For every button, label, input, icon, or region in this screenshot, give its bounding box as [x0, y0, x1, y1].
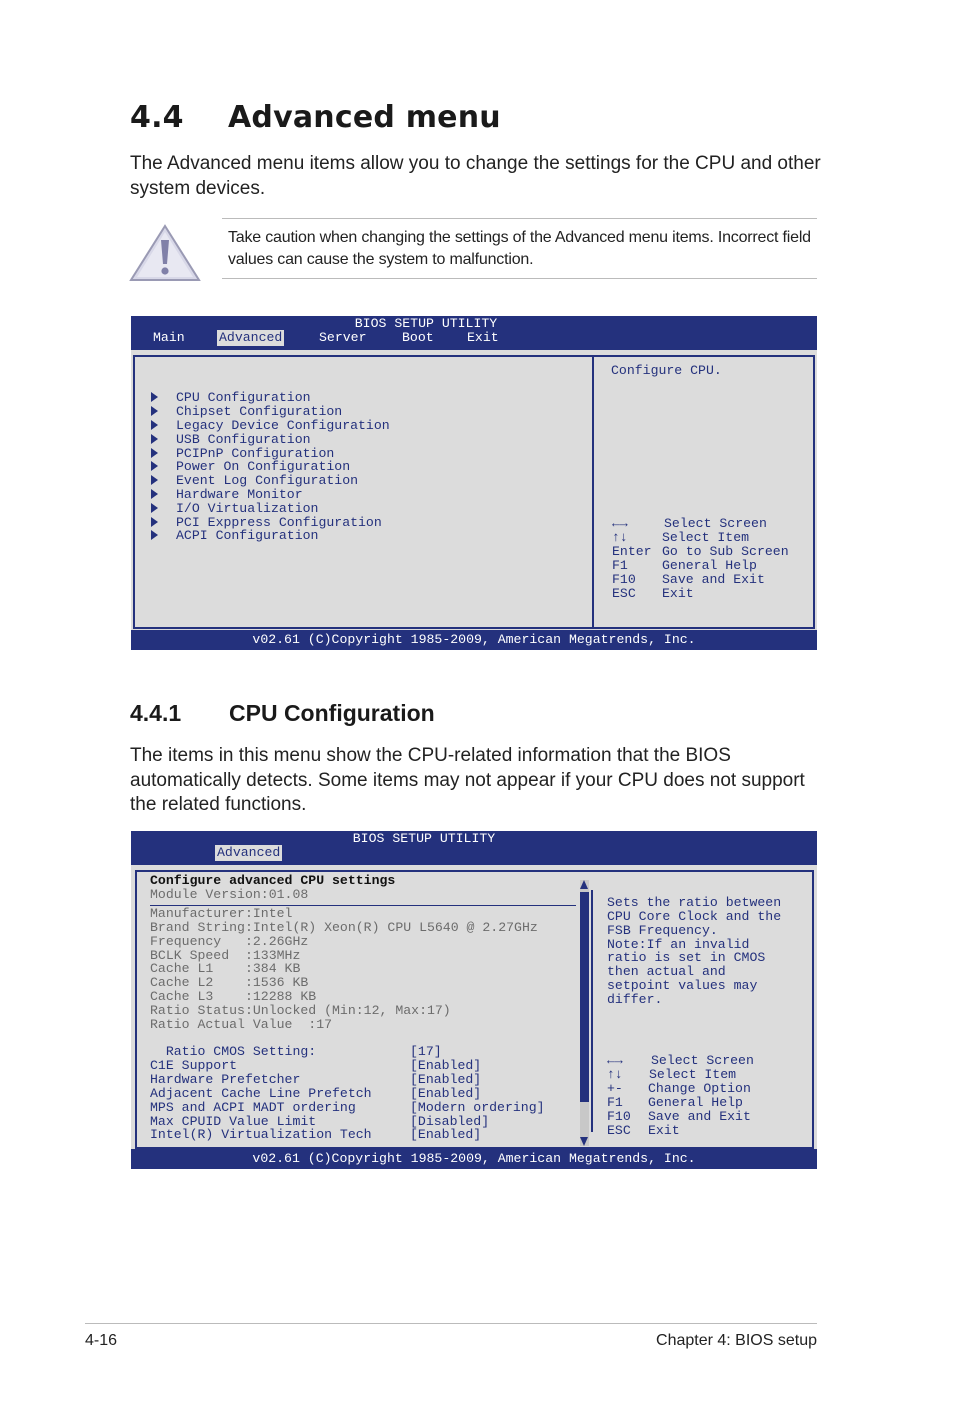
key-change-option-key: +-	[607, 1081, 623, 1096]
info-brand-string: Brand String:Intel(R) Xeon(R) CPU L5640 @ 2.27GHz	[150, 920, 538, 935]
submenu-arrow-icon	[151, 503, 158, 513]
key-enter-desc: Go to Sub Screen	[662, 544, 789, 559]
info-manufacturer: Manufacturer:Intel	[150, 906, 293, 921]
key-select-screen-key: ←→	[612, 516, 628, 531]
key-esc-desc: Exit	[662, 586, 694, 601]
bios-menu-panel	[133, 355, 594, 629]
scroll-up-icon[interactable]	[580, 880, 588, 889]
bios-help-panel	[592, 355, 815, 629]
setting-hw-prefetcher-value[interactable]: [Enabled]	[410, 1072, 482, 1087]
caution-text: Take caution when changing the settings of the Advanced menu items. Incorrect field values can cause the system to malfunction.	[228, 229, 811, 268]
menu-item-cpu-configuration[interactable]: CPU Configuration	[176, 390, 311, 405]
tab-advanced[interactable]: Advanced	[219, 330, 283, 345]
key-select-item-key: ↑↓	[607, 1067, 623, 1082]
setting-mps-acpi-label[interactable]: MPS and ACPI MADT ordering	[150, 1100, 356, 1115]
setting-max-cpuid-value[interactable]: [Disabled]	[410, 1114, 490, 1129]
key-select-item-desc: Select Item	[662, 530, 750, 545]
tab-server[interactable]: Server	[319, 330, 367, 345]
setting-max-cpuid-label[interactable]: Max CPUID Value Limit	[150, 1114, 317, 1129]
subsection-paragraph: The items in this menu show the CPU-related information that the BIOS automatically detects. Some items may not appear if your CPU does not support the related functions.	[130, 745, 805, 815]
key-f10-desc: Save and Exit	[648, 1109, 751, 1124]
submenu-arrow-icon	[151, 461, 158, 471]
menu-item-event-log-configuration[interactable]: Event Log Configuration	[176, 473, 359, 488]
setting-ratio-cmos-value[interactable]: [17]	[410, 1044, 442, 1059]
scroll-thumb[interactable]	[580, 892, 589, 1102]
chapter-label: Chapter 4: BIOS setup	[656, 1332, 817, 1349]
bios-footer: v02.61 (C)Copyright 1985-2009, American Megatrends, Inc.	[131, 1149, 817, 1169]
tab-exit[interactable]: Exit	[467, 330, 499, 345]
key-select-screen-desc: Select Screen	[651, 1053, 754, 1068]
subsection-number: 4.4.1	[130, 700, 182, 726]
key-esc-key: ESC	[607, 1123, 631, 1138]
setting-virtualization-label[interactable]: Intel(R) Virtualization Tech	[150, 1127, 372, 1142]
setting-hw-prefetcher-label[interactable]: Hardware Prefetcher	[150, 1072, 301, 1087]
key-select-screen-desc: Select Screen	[664, 516, 767, 531]
menu-item-power-on-configuration[interactable]: Power On Configuration	[176, 459, 351, 474]
bios-screen-advanced	[131, 316, 817, 650]
help-line: FSB Frequency.	[607, 923, 718, 938]
key-f10-key: F10	[607, 1109, 631, 1124]
key-f10-desc: Save and Exit	[662, 572, 765, 587]
bios-help-panel	[589, 870, 814, 1149]
key-f1-desc: General Help	[662, 558, 757, 573]
info-bclk-speed: BCLK Speed :133MHz	[150, 948, 301, 963]
menu-item-usb-configuration[interactable]: USB Configuration	[176, 432, 311, 447]
help-line: Sets the ratio between	[607, 895, 782, 910]
subsection-title: CPU Configuration	[229, 700, 435, 726]
menu-item-pci-express-configuration[interactable]: PCI Exppress Configuration	[176, 515, 382, 530]
info-frequency: Frequency :2.26GHz	[150, 934, 309, 949]
submenu-arrow-icon	[151, 475, 158, 485]
submenu-arrow-icon	[151, 406, 158, 416]
section-number: 4.4	[130, 100, 184, 135]
submenu-arrow-icon	[151, 448, 158, 458]
key-change-option-desc: Change Option	[648, 1081, 751, 1096]
setting-adjacent-cache-value[interactable]: [Enabled]	[410, 1086, 482, 1101]
help-line: then actual and	[607, 964, 726, 979]
info-cache-l1: Cache L1 :384 KB	[150, 961, 301, 976]
key-f10-key: F10	[612, 572, 636, 587]
module-version: Module Version:01.08	[150, 887, 309, 902]
info-ratio-status: Ratio Status:Unlocked (Min:12, Max:17)	[150, 1003, 451, 1018]
caution-bottom-rule	[222, 278, 817, 279]
submenu-arrow-icon	[151, 420, 158, 430]
page-number: 4-16	[85, 1332, 118, 1349]
bios-footer: v02.61 (C)Copyright 1985-2009, American Megatrends, Inc.	[131, 630, 817, 650]
key-select-item-desc: Select Item	[649, 1067, 737, 1082]
tab-main[interactable]: Main	[153, 330, 185, 345]
key-esc-desc: Exit	[648, 1123, 680, 1138]
help-line: differ.	[607, 992, 663, 1007]
subsection-heading	[130, 700, 435, 727]
key-f1-key: F1	[607, 1095, 623, 1110]
tab-boot[interactable]: Boot	[402, 330, 434, 345]
bios-settings-panel	[135, 870, 597, 1149]
tab-advanced[interactable]: Advanced	[217, 845, 281, 860]
help-line: Note:If an invalid	[607, 937, 750, 952]
submenu-arrow-icon	[151, 489, 158, 499]
setting-adjacent-cache-label[interactable]: Adjacent Cache Line Prefetch	[150, 1086, 372, 1101]
submenu-arrow-icon	[151, 392, 158, 402]
info-cache-l3: Cache L3 :12288 KB	[150, 989, 317, 1004]
setting-ratio-cmos-label[interactable]: Ratio CMOS Setting:	[150, 1044, 317, 1059]
help-divider	[591, 890, 593, 1132]
info-ratio-actual: Ratio Actual Value :17	[150, 1017, 333, 1032]
section-heading	[130, 100, 501, 135]
menu-item-chipset-configuration[interactable]: Chipset Configuration	[176, 404, 343, 419]
bios-screen-cpu-configuration	[131, 831, 817, 1169]
footer-rule	[85, 1323, 817, 1324]
submenu-arrow-icon	[151, 530, 158, 540]
submenu-arrow-icon	[151, 517, 158, 527]
menu-item-pcipnp-configuration[interactable]: PCIPnP Configuration	[176, 446, 335, 461]
settings-heading: Configure advanced CPU settings	[150, 873, 396, 888]
bios-title: BIOS SETUP UTILITY	[352, 831, 496, 846]
submenu-arrow-icon	[151, 434, 158, 444]
setting-virtualization-value[interactable]: [Enabled]	[410, 1127, 482, 1142]
help-line: setpoint values may	[607, 978, 758, 993]
key-select-screen-key: ←→	[607, 1053, 623, 1068]
key-select-item-key: ↑↓	[612, 530, 628, 545]
key-enter-key: Enter	[612, 544, 652, 559]
scroll-down-icon[interactable]	[580, 1137, 588, 1146]
help-line: ratio is set in CMOS	[607, 950, 766, 965]
setting-mps-acpi-value[interactable]: [Modern ordering]	[410, 1100, 545, 1115]
info-cache-l2: Cache L2 :1536 KB	[150, 975, 309, 990]
menu-item-legacy-device-configuration[interactable]: Legacy Device Configuration	[176, 418, 390, 433]
bios-header	[131, 316, 817, 350]
setting-c1e-label[interactable]: C1E Support	[150, 1058, 238, 1073]
menu-item-hardware-monitor[interactable]: Hardware Monitor	[176, 487, 303, 502]
menu-item-io-virtualization[interactable]: I/O Virtualization	[176, 501, 319, 516]
caution-top-rule	[222, 218, 817, 219]
section-title: Advanced menu	[228, 100, 501, 135]
caution-icon	[128, 222, 202, 284]
key-f1-key: F1	[612, 558, 628, 573]
bios-header	[131, 831, 817, 865]
help-line: CPU Core Clock and the	[607, 909, 782, 924]
settings-scrollbar[interactable]	[580, 880, 589, 1146]
bios-title: BIOS SETUP UTILITY	[354, 316, 498, 331]
menu-item-acpi-configuration[interactable]: ACPI Configuration	[176, 528, 319, 543]
key-f1-desc: General Help	[648, 1095, 743, 1110]
setting-c1e-value[interactable]: [Enabled]	[410, 1058, 482, 1073]
help-text: Configure CPU.	[611, 363, 722, 378]
intro-paragraph: The Advanced menu items allow you to change the settings for the CPU and other system devices.	[130, 153, 821, 199]
key-esc-key: ESC	[612, 586, 636, 601]
